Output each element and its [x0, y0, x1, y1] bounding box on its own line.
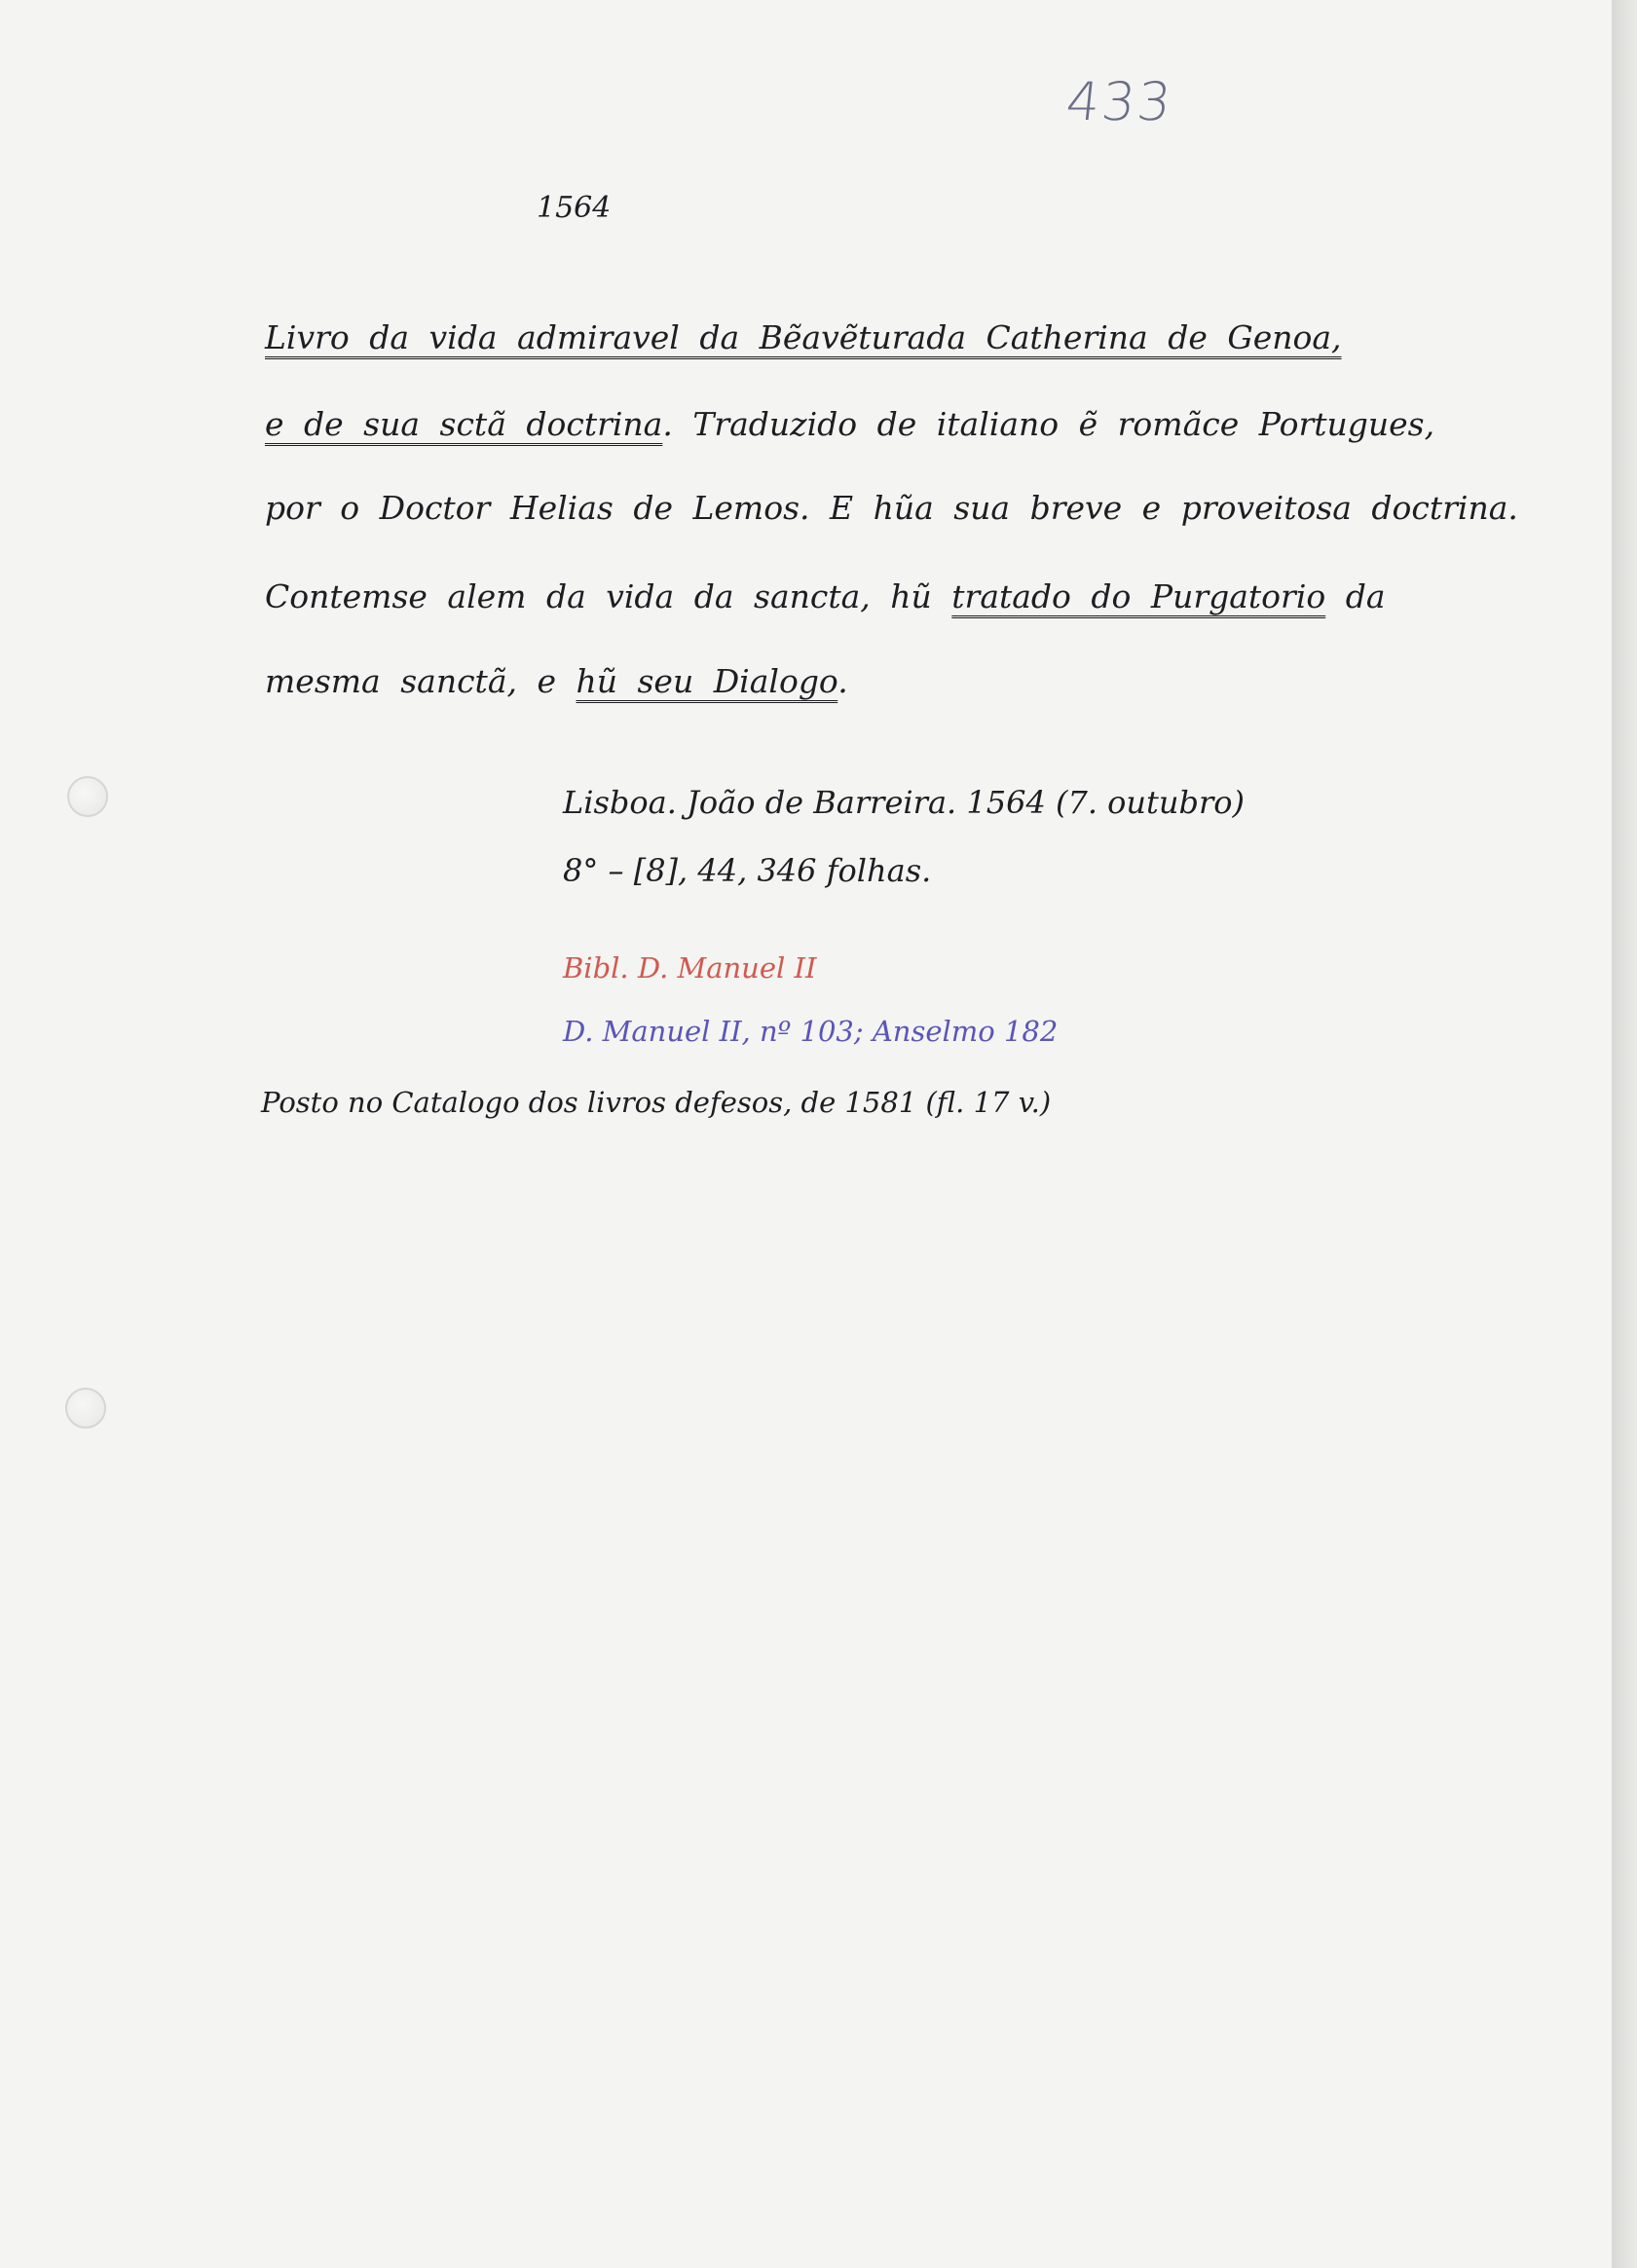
library-location-red: Bibl. D. Manuel II	[563, 951, 817, 985]
title-line-2	[265, 405, 1435, 443]
title-line-4	[265, 577, 1386, 615]
entry-year: 1564	[537, 191, 612, 225]
punch-hole-lower	[65, 1388, 106, 1429]
collation-line: 8° – [8], 44, 346 folhas.	[563, 852, 932, 889]
title-line-5	[265, 662, 848, 700]
title-line-4-start: Contemse alem da vida da sancta, hũ	[265, 577, 952, 615]
page-number: 433	[1062, 71, 1176, 132]
title-line-5-start: mesma sanctã, e	[265, 662, 577, 700]
title-line-5-end: .	[837, 662, 848, 700]
library-reference-blue: D. Manuel II, nº 103; Anselmo 182	[563, 1015, 1059, 1048]
punch-hole-upper	[67, 776, 108, 817]
title-line-1: Livro da vida admiravel da Bẽavẽturada Catherina de Genoa,	[265, 318, 1342, 356]
scan-edge	[1612, 0, 1637, 2268]
imprint-line: Lisboa. João de Barreira. 1564 (7. outubro)	[563, 784, 1246, 821]
title-line-2-underlined: e de sua sctã doctrina	[265, 405, 663, 443]
title-line-5-underlined: hũ seu Dialogo	[576, 662, 838, 700]
title-line-3: por o Doctor Helias de Lemos. E hũa sua breve e proveitosa doctrina.	[265, 489, 1518, 527]
title-line-4-end: da	[1325, 577, 1386, 615]
index-note: Posto no Catalogo dos livros defesos, de 1581 (fl. 17 v.)	[261, 1086, 1052, 1119]
title-line-2-rest: . Traduzido de italiano ẽ romãce Portugues,	[662, 405, 1435, 443]
title-line-4-underlined: tratado do Purgatorio	[951, 577, 1326, 615]
